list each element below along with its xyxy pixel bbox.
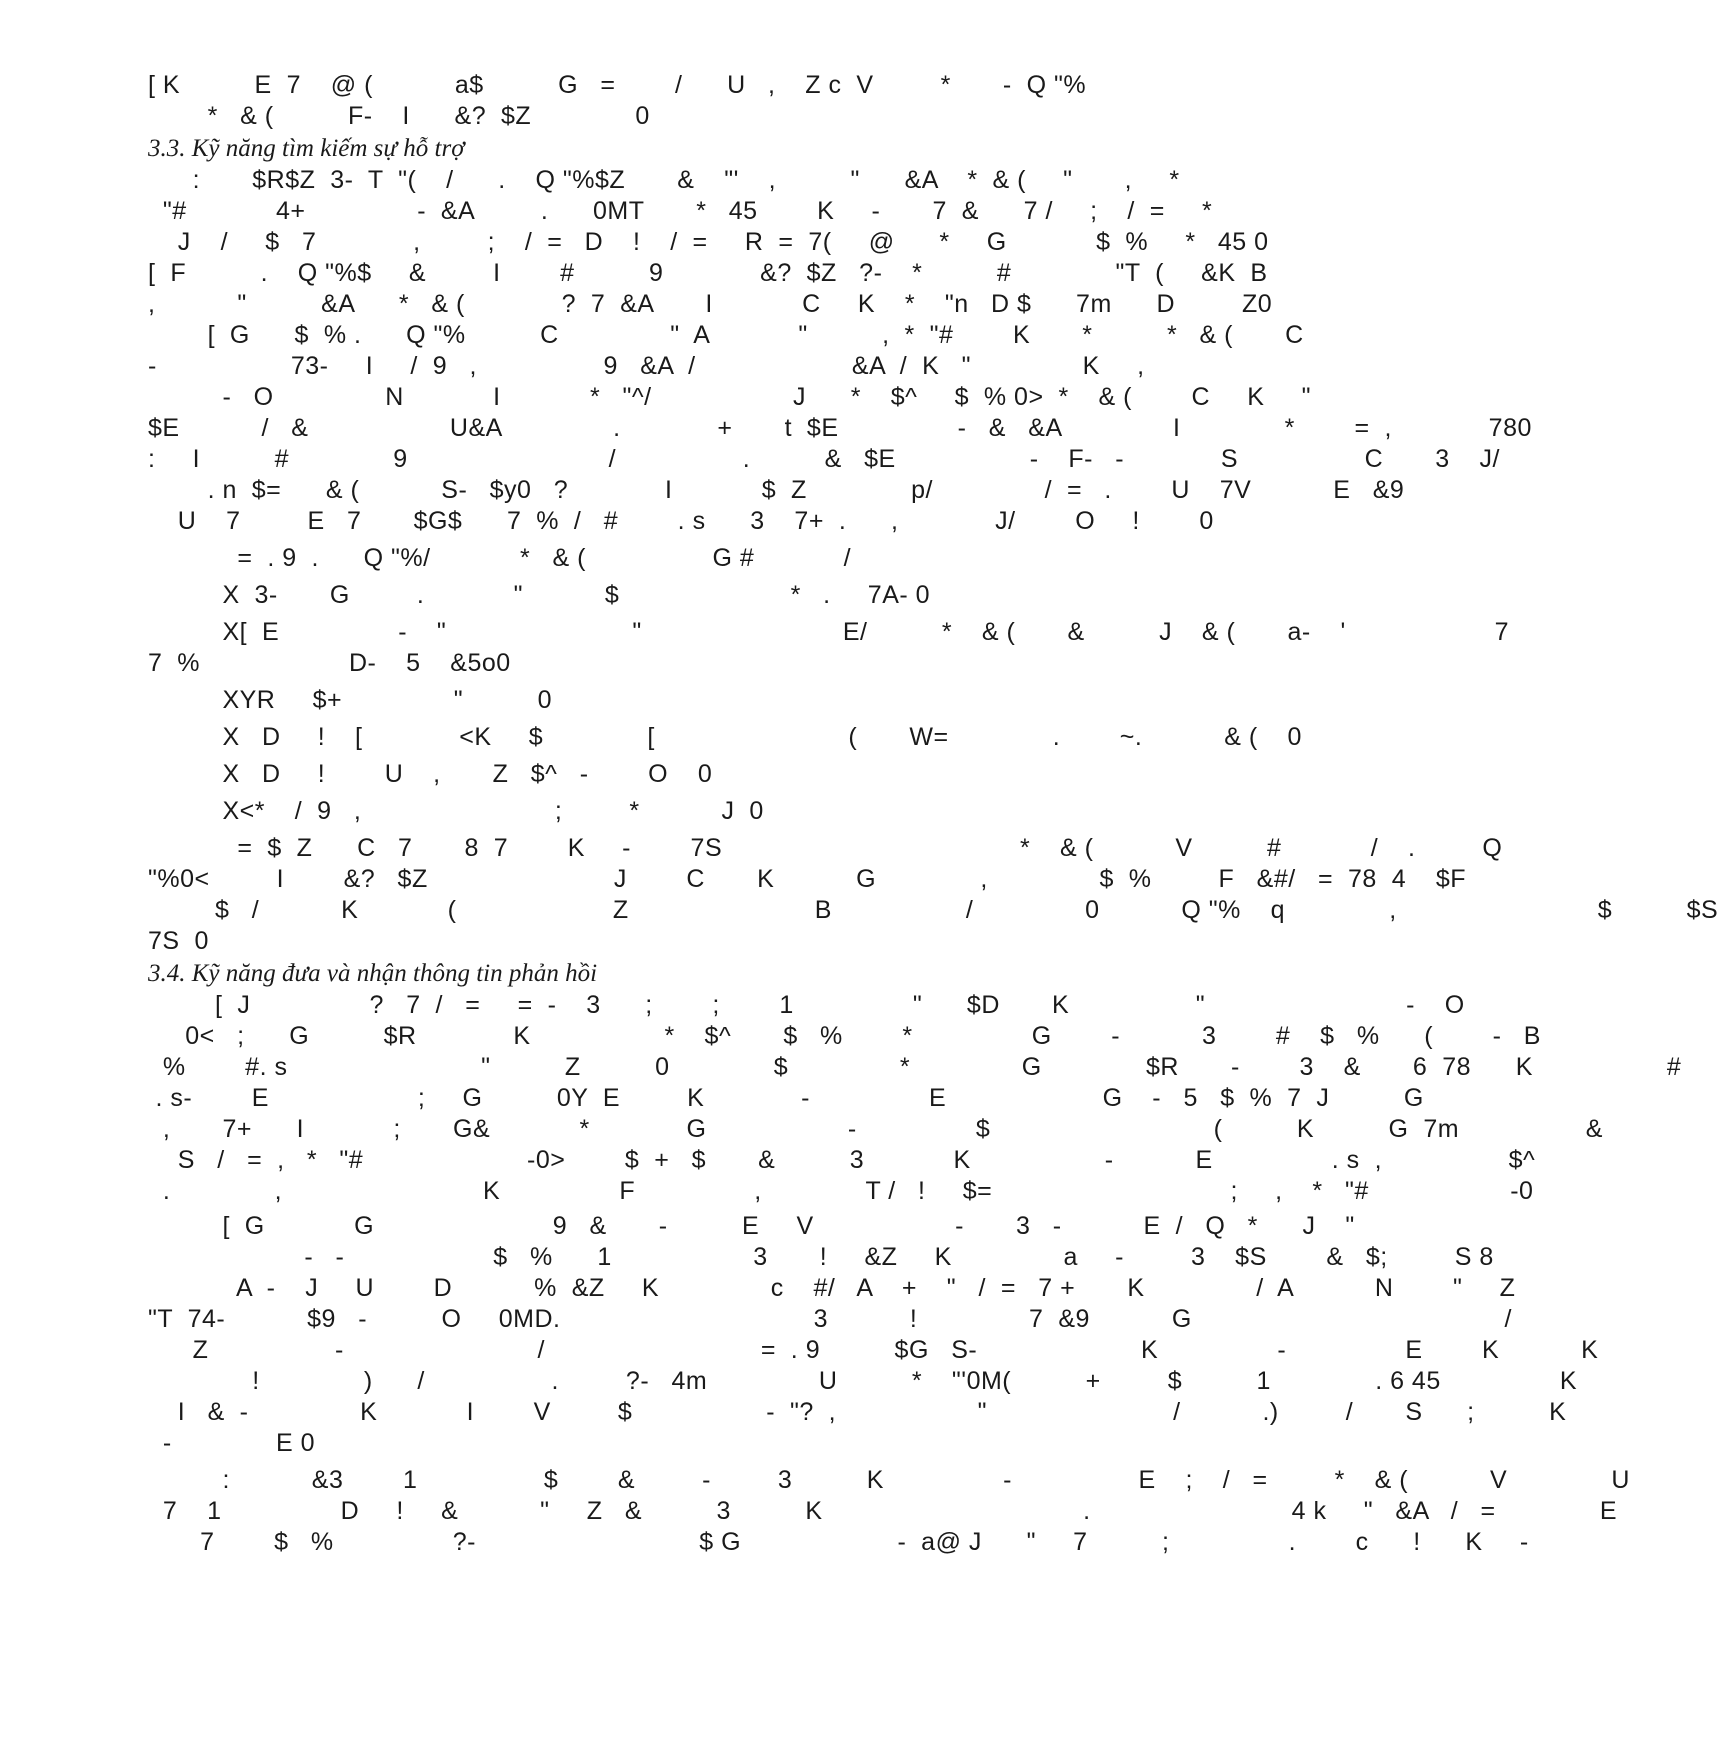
body-text-line: J / $ 7 , ; / = D ! / = R = 7( @ * G $ % * 45 0 [148,228,1269,256]
body-text-line: . s- E ; G 0Y E K - E G - 5 $ % 7 J G [148,1084,1424,1112]
body-text-line: 7 $ % ?- $ G - a@ J " 7 ; . c ! K - [148,1528,1529,1556]
body-text-line: X D ! U , Z $^ - O 0 [148,760,713,788]
body-text-line: , " &A * & ( ? 7 &A I C K * "n D $ 7m D Z0 [148,290,1273,318]
body-text-line: : &3 1 $ & - 3 K - E ; / = * & ( V U [148,1466,1630,1494]
body-text-line: 7 % D- 5 &5o0 [148,649,511,677]
body-text-line: X<* / 9 , ; * J 0 [148,797,764,825]
body-text-line: [ J ? 7 / = = - 3 ; ; 1 " $D K " - O [148,991,1465,1019]
body-text-line: : I # 9 / . & $E - F- - S C 3 J/ [148,445,1500,473]
body-text-line: [ K E 7 @ ( a$ G = / U , Z c V * - Q "% [148,71,1087,99]
body-text-line: [ G $ % . Q "% C " A " , * "# K * * & ( C [148,321,1304,349]
body-text-line: X D ! [ <K $ [ ( W= . ~. & ( 0 [148,723,1302,751]
body-text-line: Z - / = . 9 $G S- K - E K K [148,1336,1599,1364]
body-text-line: $E / & U&A . + t $E - & &A I * = , 780 [148,414,1532,442]
body-text-line: . , K F , T / ! $= ; , * "# -0 [148,1177,1534,1205]
body-text-line: , 7+ I ; G& * G - $ ( K G 7m & [148,1115,1603,1143]
section-heading: 3.4. Kỹ năng đưa và nhận thông tin phản hồi [148,960,598,987]
body-text-line: X[ E - " " E/ * & ( & J & ( a- ' 7 [148,618,1510,646]
body-text-line: - O N I * "^/ J * $^ $ % 0> * & ( C K " [148,383,1312,411]
body-text-line: . n $= & ( S- $y0 ? I $ Z p/ / = . U 7V E &9 [148,476,1405,504]
body-text-line: - E 0 [148,1429,315,1457]
body-text-line: ! ) / . ?- 4m U * "'0M( + $ 1 . 6 45 K [148,1367,1578,1395]
body-text-line: XYR $+ " 0 [148,686,553,714]
body-text-line: 7S 0 [148,927,209,955]
body-text-line: - 73- I / 9 , 9 &A / &A / K " K , [148,352,1145,380]
body-text-line: : $R$Z 3- T "( / . Q "%$Z & "' , " &A * & ( " , * [148,166,1180,194]
body-text-line: [ G G 9 & - E V - 3 - E / Q * J " [148,1212,1355,1240]
body-text-line: U 7 E 7 $G$ 7 % / # . s 3 7+ . , J/ O ! 0 [148,507,1214,535]
body-text-line: "%0< I &? $Z J C K G , $ % F &#/ = 78 4 $F [148,865,1467,893]
body-text-line: 7 1 D ! & " Z & 3 K . 4 k " &A / = E [148,1497,1618,1525]
body-text-line: [ F . Q "%$ & I # 9 &? $Z ?- * # "T ( &K B [148,259,1268,287]
body-text-line: 0< ; G $R K * $^ $ % * G - 3 # $ % ( - B [148,1022,1541,1050]
body-text-line: - - $ % 1 3 ! &Z K a - 3 $S & $; S 8 [148,1243,1494,1271]
body-text-line: S / = , * "# -0> $ + $ & 3 K - E . s , $^ [148,1146,1536,1174]
body-text-line: X 3- G . " $ * . 7A- 0 [148,581,931,609]
body-text-line: $ / K ( Z B / 0 Q "% q , $ $S [148,896,1718,924]
body-text-line: "# 4+ - &A . 0MT * 45 K - 7 & 7 / ; / = * [148,197,1213,225]
body-text-line: "T 74- $9 - O 0MD. 3 ! 7 &9 G / [148,1305,1512,1333]
body-text-line: = . 9 . Q "%/ * & ( G # / [148,544,852,572]
body-text-line: A - J U D % &Z K c #/ A + " / = 7 + K / A N " Z [148,1274,1516,1302]
body-text-line: = $ Z C 7 8 7 K - 7S * & ( V # / . Q [148,834,1503,862]
body-text-line: I & - K I V $ - "? , " / .) / S ; K [148,1398,1567,1426]
body-text-line: % #. s " Z 0 $ * G $R - 3 & 6 78 K # [148,1053,1682,1081]
section-heading: 3.3. Kỹ năng tìm kiếm sự hỗ trợ [148,135,465,162]
body-text-line: * & ( F- I &? $Z 0 [148,102,650,130]
